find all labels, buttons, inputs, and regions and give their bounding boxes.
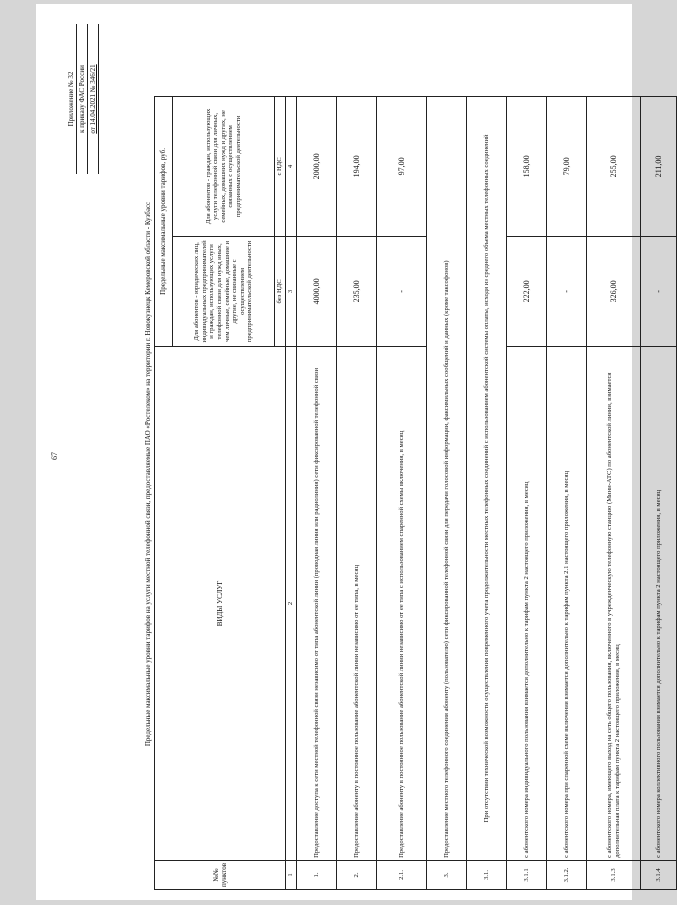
header-item-number: №№ пунктов — [155, 860, 286, 889]
table-row — [337, 96, 377, 889]
row-service-text: с абонентского номера индивидуального пользования взимается дополнительно к тарифам пункта 2 настоящего приложения, в месяц — [507, 346, 547, 860]
page-number: 67 — [50, 452, 59, 460]
row-value-no-vat: - — [547, 236, 587, 346]
row-service-text: с абонентского номера, имеющего выход на сеть общего пользования, включенного в учрежденческую телефонную станцию (Мини-АТС) по абонентской линии, взимается дополнительная плата к тарифам пункта 2 настоящего приложения, в месяц — [587, 346, 641, 860]
row-service-text: с абонентского номера коллективного пользования взимается дополнительно к тарифам пункта 2 настоящего приложения, в месяц — [641, 346, 677, 860]
header-service-type: ВИДЫ УСЛУГ — [155, 346, 286, 860]
row-value-no-vat: 222,00 — [507, 236, 547, 346]
table-row — [507, 96, 547, 889]
table-row — [467, 96, 507, 889]
row-service-text: Предоставление абоненту в постоянное пользование абонентской линии независимо от ее типа с использованием спаренной схемы включения, в месяц — [377, 346, 427, 860]
row-value-with-vat: 194,00 — [337, 96, 377, 236]
row-service-text: Предоставление абоненту в постоянное пользование абонентской линии независимо от ее типа, в месяц — [337, 346, 377, 860]
document-page — [36, 4, 663, 900]
row-service-text: с абонентского номера при спаренной схеме включения взимается дополнительно к тарифам пункта 2.1 настоящего приложения, в месяц — [547, 346, 587, 860]
row-number: 3.1.1 — [507, 860, 547, 889]
header-vat-excluded: без НДС — [275, 236, 286, 346]
section-3-heading: Предоставление местного телефонного соединения абоненту (пользователю) сети фиксированной телефонной связи для передачи голосовой информации, факсимильных сообщений и данных (кроме таксофонов) — [427, 96, 467, 860]
row-value-with-vat: 255,00 — [587, 96, 641, 236]
table-row — [377, 96, 427, 889]
tariff-table — [154, 96, 677, 890]
row-value-with-vat: 97,00 — [377, 96, 427, 236]
column-number-2: 2 — [286, 346, 297, 860]
row-number: 3.1.4 — [641, 860, 677, 889]
row-number: 3.1.3 — [587, 860, 641, 889]
table-row — [547, 96, 587, 889]
column-number-4: 4 — [286, 96, 297, 236]
table-row — [587, 96, 641, 889]
row-number: 3.1. — [467, 860, 507, 889]
row-value-with-vat: 2000,00 — [297, 96, 337, 236]
row-number: 3. — [427, 860, 467, 889]
row-service-text: Предоставление доступа к сети местной телефонной связи независимо от типа абонентской линии (проводная линия или радиолиния) сети фиксированной телефонной связи — [297, 346, 337, 860]
appendix-block — [66, 24, 99, 174]
appendix-line-2: к приказу ФАС России — [77, 24, 88, 174]
header-vat-included: с НДС — [275, 96, 286, 236]
row-value-no-vat: 235,00 — [337, 236, 377, 346]
row-value-no-vat: - — [377, 236, 427, 346]
row-value-no-vat: 4000,00 — [297, 236, 337, 346]
header-tariff-levels: Предельные максимальные уровни тарифов, руб. — [155, 96, 173, 346]
table-row — [427, 96, 467, 889]
row-number: 2.1. — [377, 860, 427, 889]
row-value-no-vat: 326,00 — [587, 236, 641, 346]
header-citizens: Для абонентов - граждан, использующих услуги телефонной связи для личных, семейных, домашних нужд и других, не связанных с осуществлением предпринимательской деятельности — [173, 96, 275, 236]
row-number: 3.1.2. — [547, 860, 587, 889]
row-number: 1. — [297, 860, 337, 889]
table-row — [297, 96, 337, 889]
rotated-content — [36, 4, 663, 900]
row-value-with-vat: 211,00 — [641, 96, 677, 236]
section-3-1-heading: При отсутствии технической возможности осуществления повременного учета продолжительности местных телефонных соединений с использованием абонентской системы оплаты, исходя из среднего объема местных телефонных соединений — [467, 96, 507, 860]
row-value-with-vat: 158,00 — [507, 96, 547, 236]
column-number-1: 1 — [286, 860, 297, 889]
row-value-with-vat: 79,00 — [547, 96, 587, 236]
appendix-line-3: от 14.04.2021 № 346/21 — [88, 24, 99, 174]
table-row — [641, 96, 677, 889]
header-legal-entities: Для абонентов - юридических лиц, индивидуальных предпринимателей и граждан, использующих услуги телефонной связи для нужд иных, чем личные, семейные, домашние и другие, не связанные с осуществлением предпринимательской деятельности — [173, 236, 275, 346]
document-title: Предельные максимальные уровни тарифов на услуги местной телефонной связи, предоставляемые ПАО «Ростелеком» на территории г. Новокузнецк Кемеровской области - Кузбасс — [144, 201, 152, 747]
appendix-line-1: Приложение № 32 — [66, 24, 77, 174]
column-number-3: 3 — [286, 236, 297, 346]
row-value-no-vat: - — [641, 236, 677, 346]
row-number: 2. — [337, 860, 377, 889]
